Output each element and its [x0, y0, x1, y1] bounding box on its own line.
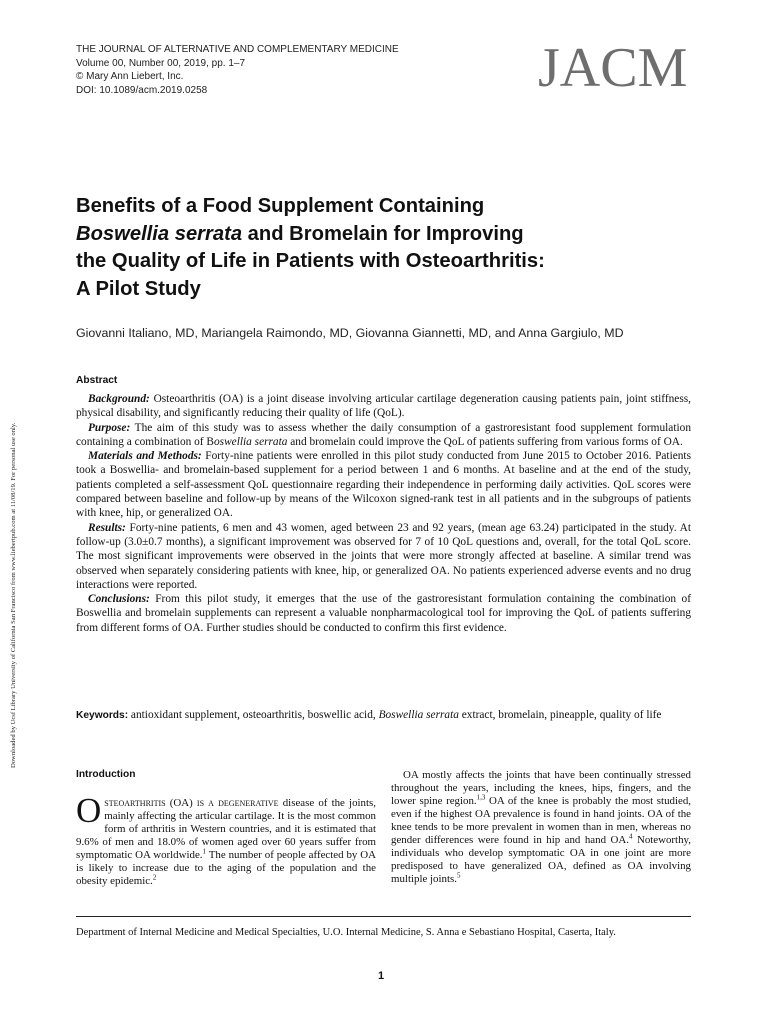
ref-4[interactable]: 4: [628, 832, 633, 841]
journal-name: THE JOURNAL OF ALTERNATIVE AND COMPLEMENTARY MEDICINE: [76, 44, 399, 55]
right-text-b: OA of the knee is probably the most studied, even if the highest OA prevalence is found in hand joints. OA of the knee tends to be more prevalent in women than in men, whereas no gender differences were found in hip and hand OA.: [391, 794, 691, 846]
right-text-c: Noteworthy, individuals who develop symptomatic OA in one joint are more predisposed to have generalized OA, defined as OA involving multiple joints.: [391, 833, 691, 885]
methods-label: Materials and Methods:: [88, 450, 202, 463]
keywords-text-a: antioxidant supplement, osteoarthritis, boswellic acid,: [128, 709, 379, 721]
journal-volume: Volume 00, Number 00, 2019, pp. 1–7: [76, 57, 246, 69]
abstract-results: [76, 521, 691, 592]
first-word-rest: steoarthritis: [104, 797, 166, 809]
background-text: Osteoarthritis (OA) is a joint disease involving articular cartilage degeneration causing patients pain, joint stiffness, physical disability, and significantly reducing their quality of life (QoL).: [76, 393, 691, 420]
drop-cap: O: [76, 791, 102, 830]
purpose-text-b: and bromelain could improve the QoL of patients suffering from various forms of OA.: [287, 435, 683, 448]
abstract-body: [76, 392, 691, 635]
journal-copyright: © Mary Ann Liebert, Inc.: [76, 71, 184, 83]
abstract-methods: [76, 449, 691, 520]
keywords-text-b: extract, bromelain, pineapple, quality of life: [458, 709, 662, 721]
keywords-label: Keywords:: [76, 710, 129, 721]
methods-text: Forty-nine patients were enrolled in this pilot study conducted from June 2015 to October 2016. Patients took a Boswellia- and bromelain-based supplement for a period between 1 and 6 months. At baseline and at the end of the study, patients completed a self-assessment QoL questionnaire regarding their independence in performing daily activities. QoL scores were compared between baseline and follow-up by means of the Wilcoxon signed-rank test in all patients and in the subgroups of patients with knee, hip, or generalized OA.: [76, 450, 691, 520]
title-line-2: [76, 221, 696, 249]
abstract-purpose: [76, 421, 691, 450]
purpose-text-a: The aim of this study was to assess whether the daily consumption of a gastroresistant food supplement formulation containing a combination of B: [76, 421, 691, 448]
author-list: Giovanni Italiano, MD, Mariangela Raimondo, MD, Giovanna Giannetti, MD, and Anna Gargiulo, MD: [76, 326, 624, 340]
results-text: Forty-nine patients, 6 men and 43 women, aged between 23 and 92 years, (mean age 63.24) participated in the study. At follow-up (3.0±0.7 months), a significant improvement was observed for 7 of 10 QoL questions and, overall, for the total QoL score. The most significant improvements were observed in the joints that were more strongly affected at baseline. A similar trend was observed when separately considering patients with knee, hip, or generalized OA. No patients experienced adverse events and no drug interactions were reported.: [76, 521, 691, 591]
keywords: [76, 708, 691, 723]
affiliation-footnote: Department of Internal Medicine and Medical Specialties, U.O. Internal Medicine, S. Anna e Sebastiano Hospital, Caserta, Italy.: [76, 927, 616, 938]
paper-title: [76, 193, 696, 303]
journal-doi[interactable]: DOI: 10.1089/acm.2019.0258: [76, 84, 208, 96]
title-line-1: Benefits of a Food Supplement Containing: [76, 195, 485, 217]
journal-header: [76, 43, 399, 97]
title-species: Boswellia serrata: [76, 222, 243, 245]
footnote-divider: [76, 916, 691, 917]
abstract-background: [76, 392, 691, 421]
keywords-text-italic: Boswellia serrata: [378, 709, 459, 721]
title-line-3: the Quality of Life in Patients with Osteoarthritis:: [76, 250, 545, 272]
results-label: Results:: [88, 521, 126, 534]
background-label: Background:: [88, 393, 150, 405]
right-text-a: OA mostly affects the joints that have been continually stressed throughout the years, including the knees, hips, fingers, and the lower spine region.: [391, 769, 691, 807]
page-number: 1: [378, 970, 385, 982]
title-line-2-rest: and Bromelain for Improving: [242, 222, 524, 245]
abstract-conclusions: [76, 592, 691, 635]
download-notice: Downloaded by Ucsf Library University of California San Francisco from www.liebertpub.com at 11/08/19. For personal use only.: [10, 422, 17, 768]
ref-5[interactable]: 5: [456, 871, 461, 879]
left-text-b: The number of people affected by OA is likely to increase due to the aging of the population and the obesity epidemic.: [76, 848, 376, 887]
ref-1[interactable]: 1: [202, 847, 207, 856]
intro-paragraph-2: [391, 769, 691, 886]
journal-logo: JACM: [538, 37, 688, 99]
title-line-4: A Pilot Study: [76, 277, 201, 300]
intro-right-column: [391, 769, 691, 886]
introduction-heading: Introduction: [76, 769, 136, 780]
abstract-heading: Abstract: [76, 375, 118, 386]
purpose-text-italic: oswellia serrata: [214, 435, 288, 448]
oa-abbr: (OA): [165, 797, 197, 809]
conclusions-text: From this pilot study, it emerges that the use of the gastroresistant formulation containing the combination of Boswellia and bromelain supplements can represent a valuable nonpharmacological tool for improving the QoL of patients suffering from different forms of OA. Further studies should be conducted to confirm this first evidence.: [76, 593, 691, 634]
ref-1-3[interactable]: 1,3: [476, 793, 486, 802]
left-text-a: disease of the joints, mainly affecting the articular cartilage. It is the most common form of arthritis in Western countries, and it is estimated that 9.6% of men and 18.0% of women aged over 60 years suffer from symptomatic OA worldwide.: [76, 797, 376, 861]
intro-left-column: [76, 791, 376, 888]
intro-paragraph-1: [76, 791, 376, 888]
smallcaps-phrase: is a degenerative: [196, 797, 279, 809]
conclusions-label: Conclusions:: [88, 593, 150, 606]
purpose-label: Purpose:: [88, 421, 131, 434]
ref-2[interactable]: 2: [152, 873, 157, 882]
